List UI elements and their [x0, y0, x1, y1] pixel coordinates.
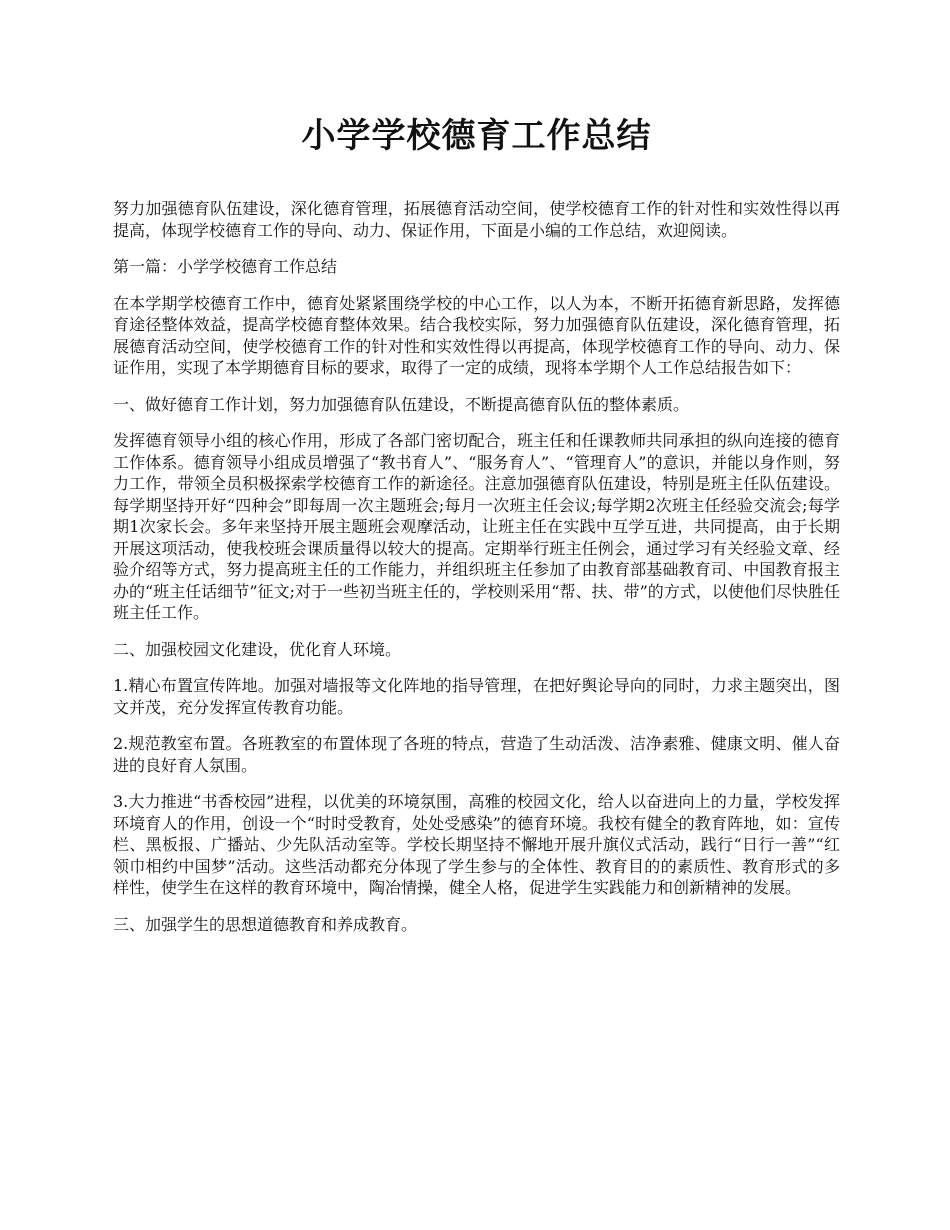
section-heading-2: 二、加强校园文化建设，优化育人环境。 [113, 639, 402, 659]
list-item-2: 2.规范教室布置。各班教室的布置体现了各班的特点，营造了生动活泼、洁净素雅、健康文明、催人奋进的良好育人氛围。 [113, 734, 840, 775]
body-paragraph: 发挥德育领导小组的核心作用，形成了各部门密切配合，班主任和任课教师共同承担的纵向连接的德育工作体系。德育领导小组成员增强了“教书育人”、“服务育人”、“管理育人”的意识，并能以身作则，努力工作，带领全员积极探索学校德育工作的新途径。注意加强德育队伍建设，特别是班主任队伍建设。每学期坚持开好“四种会”即每周一次主题班会;每月一次班主任会议;每学期2次班主任经验交流会;每学期1次家长会。多年来坚持开展主题班会观摩活动，让班主任在实践中互学互进，共同提高，由于长期开展这项活动，使我校班会课质量得以较大的提高。定期举行班主任例会，通过学习有关经验文章、经验介绍等方式，努力提高班主任的工作能力，并组织班主任参加了由教育部基础教育司、中国教育报主办的“班主任话细节”征文;对于一些初当班主任的，学校则采用“帮、扶、带”的方式，以使他们尽快胜任班主任工作。 [113, 431, 840, 622]
list-item-1: 1.精心布置宣传阵地。加强对墙报等文化阵地的指导管理，在把好舆论导向的同时，力求主题突出，图文并茂，充分发挥宣传教育功能。 [113, 676, 840, 717]
intro-paragraph: 努力加强德育队伍建设，深化德育管理，拓展德育活动空间，使学校德育工作的针对性和实效性得以再提高，体现学校德育工作的导向、动力、保证作用，下面是小编的工作总结，欢迎阅读。 [113, 199, 840, 240]
chapter-heading: 第一篇：小学学校德育工作总结 [113, 257, 338, 276]
list-item-3: 3.大力推进“书香校园”进程，以优美的环境氛围，高雅的校园文化，给人以奋进向上的力量，学校发挥环境育人的作用，创设一个“时时受教育，处处受感染”的德育环境。我校有健全的教育阵地，如：宣传栏、黑板报、广播站、少先队活动室等。学校长期坚持不懈地开展升旗仪式活动，践行“日行一善”“红领巾相约中国梦”活动。这些活动都充分体现了学生参与的全体性、教育目的的素质性、教育形式的多样性，使学生在这样的教育环境中，陶冶情操，健全人格，促进学生实践能力和创新精神的发展。 [113, 792, 840, 897]
section-heading-1: 一、做好德育工作计划，努力加强德育队伍建设，不断提高德育队伍的整体素质。 [113, 394, 690, 414]
body-paragraph: 在本学期学校德育工作中，德育处紧紧围绕学校的中心工作，以人为本，不断开拓德育新思路，发挥德育途径整体效益，提高学校德育整体效果。结合我校实际，努力加强德育队伍建设，深化德育管理，拓展德育活动空间，使学校德育工作的针对性和实效性得以再提高，体现学校德育工作的导向、动力、保证作用，实现了本学期德育目标的要求，取得了一定的成绩，现将本学期个人工作总结报告如下： [113, 293, 840, 377]
document-title: 小学学校德育工作总结 [301, 116, 652, 156]
section-heading-3: 三、加强学生的思想道德教育和养成教育。 [113, 914, 418, 934]
document-page [113, 112, 840, 950]
